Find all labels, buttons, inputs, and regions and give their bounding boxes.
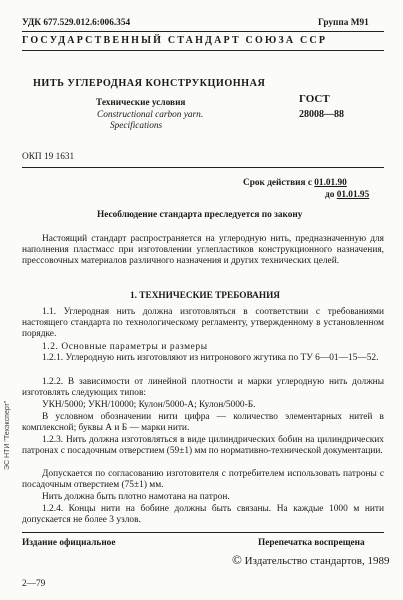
- validity-to: [325, 190, 369, 201]
- gost-label: ГОСТ: [299, 93, 330, 105]
- title-english-line2: Specifications: [110, 121, 163, 131]
- side-stamp: ЭС НТИ "Техэксперт": [4, 400, 11, 470]
- validity-from-date: 01.01.90: [314, 178, 347, 188]
- official-edition-label: Издание официальное: [22, 538, 116, 548]
- clause-1-2-3: 1.2.3. Нить должна изготовляться в виде цилиндрических бобин на цилиндрических патронах с посадочным отверстием (59±1) мм по нормативно-технической документации.: [22, 435, 384, 457]
- copyright-icon: ©: [232, 552, 242, 567]
- agreement-paragraph: Допускается по согласованию изготовителя с потребителем использовать патроны с посадочным отверстием (75±1) мм.: [22, 469, 384, 491]
- page-code: 2—79: [22, 579, 46, 589]
- title-english-line1: Constructional carbon yarn.: [97, 110, 204, 120]
- group-code: Группа М91: [318, 18, 369, 28]
- validity-to-date: 01.01.95: [336, 190, 370, 200]
- notation-explanation: В условном обозначении нити цифра — количество элементарных нитей в комплексной; буквы А и Б — марки нити.: [22, 412, 384, 434]
- intro-paragraph: Настоящий стандарт распространяется на углеродную нить, предназначенную для наполнения пластмасс при изготовлении углепластиков конструкционного назначения, прессовочных материалов различного назначения и других технических целей.: [22, 234, 384, 267]
- law-notice: Несоблюдение стандарта преследуется по закону: [97, 210, 303, 220]
- section-1-title: 1. ТЕХНИЧЕСКИЕ ТРЕБОВАНИЯ: [130, 291, 281, 301]
- state-standard-heading: ГОСУДАРСТВЕННЫЙ СТАНДАРТ СОЮЗА ССР: [22, 35, 328, 46]
- publisher-name: Издательство стандартов, 1989: [244, 555, 390, 567]
- gost-number: 28008—88: [299, 109, 344, 120]
- copyright-line: [232, 552, 389, 568]
- validity-from-label: Срок действия с: [243, 178, 312, 188]
- reprint-prohibited-label: Перепечатка воспрещена: [258, 538, 365, 548]
- header-rule-top: [22, 31, 384, 32]
- udk-code: УДК 677.529.012.6:006.354: [22, 18, 131, 28]
- title-divider: [22, 167, 384, 168]
- clause-1-1: 1.1. Углеродная нить должна изготовляться в соответствии с требованиями настоящего стандарта по технологическому регламенту, утвержденному в установленном порядке.: [22, 307, 384, 340]
- document-subtitle: Технические условия: [96, 98, 186, 108]
- footer-rule: [22, 532, 384, 533]
- validity-to-label: до: [325, 190, 335, 200]
- clause-1-2-heading: 1.2. Основные параметры и размеры: [42, 342, 208, 352]
- validity-from: [243, 178, 347, 189]
- okp-code: ОКП 19 1631: [22, 152, 75, 162]
- clause-1-2-2: 1.2.2. В зависимости от линейной плотности и марки углеродную нить должны изготовлять следующих типов:: [22, 377, 384, 399]
- wound-paragraph: Нить должна быть плотно намотана на патрон.: [42, 492, 230, 502]
- clause-1-2-1: 1.2.1. Углеродную нить изготовляют из нитронового жгутика по ТУ 6—01—15—52.: [42, 353, 379, 363]
- clause-1-2-4: 1.2.4. Концы нити на бобине должны быть связаны. На каждые 1000 м нити допускается не более 3 узлов.: [22, 504, 384, 526]
- yarn-types-list: УКН/5000; УКН/10000; Кулон/5000-А; Кулон/5000-Б.: [42, 400, 256, 410]
- header-rule-bottom: [22, 50, 384, 51]
- document-title: НИТЬ УГЛЕРОДНАЯ КОНСТРУКЦИОННАЯ: [33, 78, 266, 89]
